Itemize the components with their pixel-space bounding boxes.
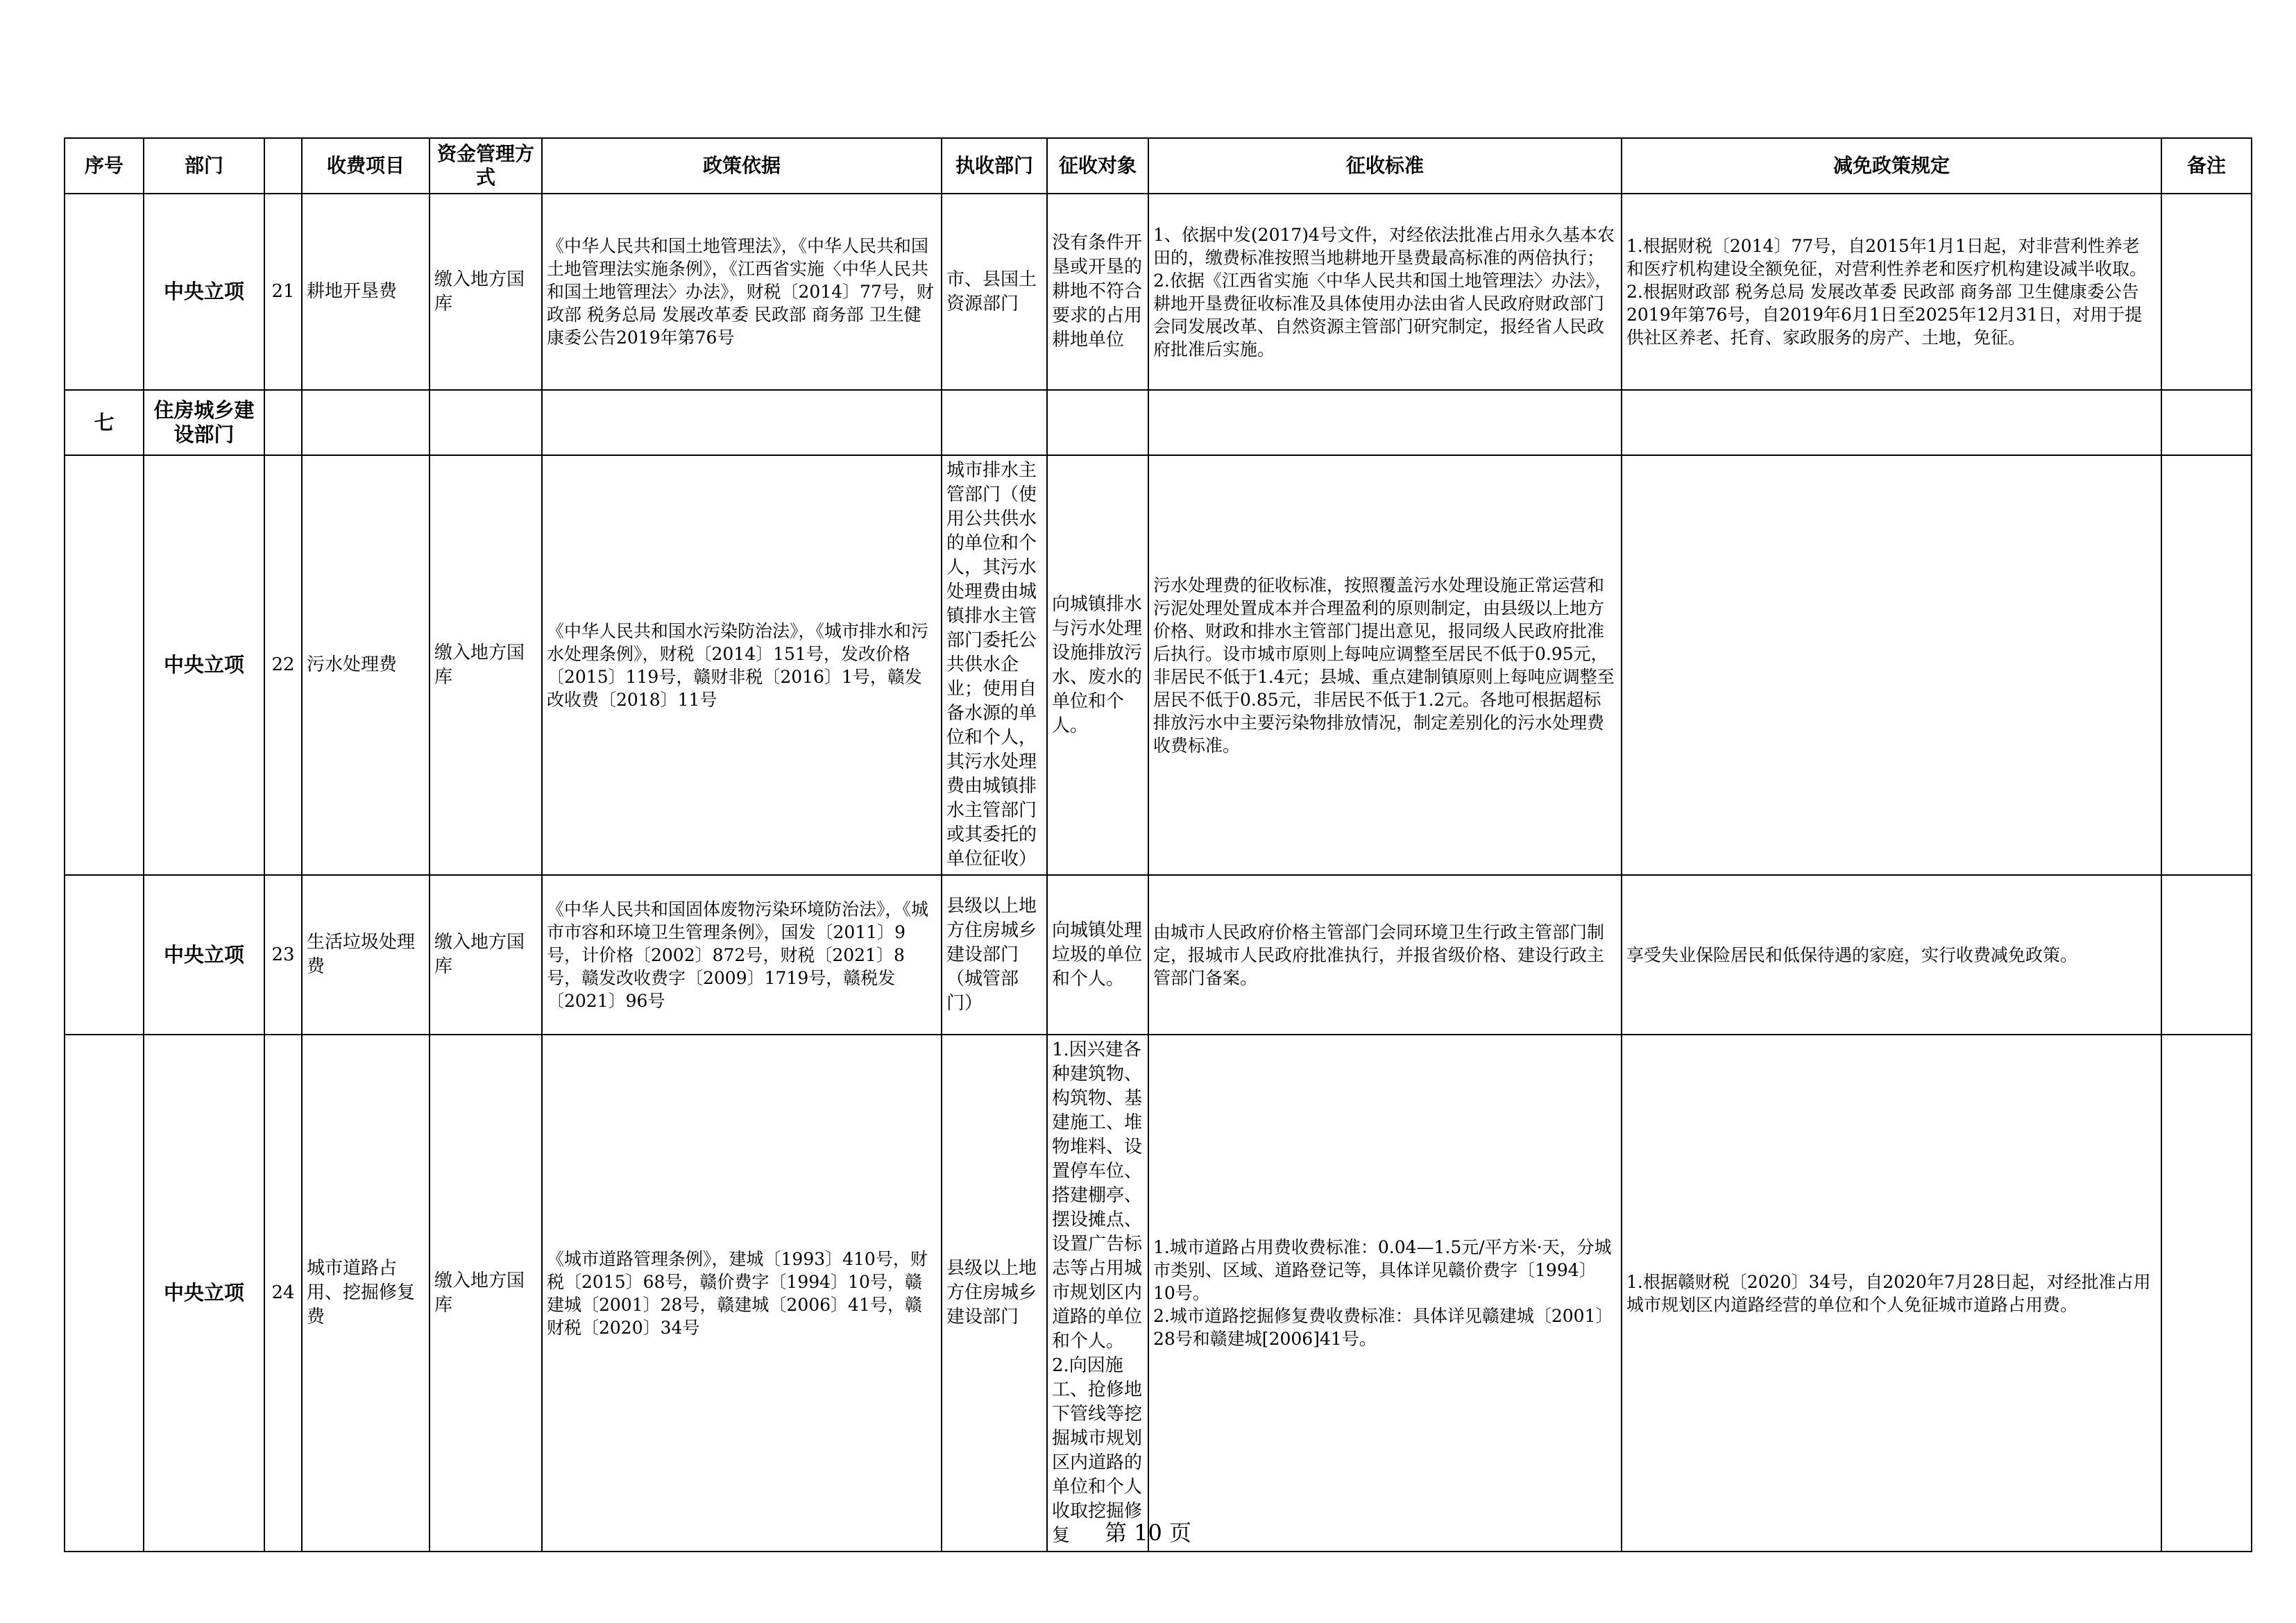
header-fund: 资金管理方式 [430,138,542,194]
row-target: 向城镇排水与污水处理设施排放污水、废水的单位和个人。 [1047,455,1148,875]
row-item: 城市道路占用、挖掘修复费 [302,1035,430,1552]
header-remarks: 备注 [2161,138,2252,194]
row-remarks [2161,455,2252,875]
row-no: 24 [264,1035,302,1552]
row-remarks [2161,1035,2252,1552]
section-seq: 七 [65,390,144,455]
row-target: 没有条件开垦或开垦的耕地不符合要求的占用耕地单位 [1047,194,1148,390]
row-item: 生活垃圾处理费 [302,875,430,1035]
header-target: 征收对象 [1047,138,1148,194]
header-item: 收费项目 [302,138,430,194]
row-dept: 中央立项 [144,1035,264,1552]
header-agency: 执收部门 [942,138,1047,194]
row-agency: 县级以上地方住房城乡建设部门（城管部门） [942,875,1047,1035]
row-policy [542,390,942,455]
row-item: 耕地开垦费 [302,194,430,390]
header-seq: 序号 [65,138,144,194]
table-row [65,875,2252,1035]
row-seq [65,455,144,875]
row-policy: 《中华人民共和国固体废物污染环境防治法》，《城市市容和环境卫生管理条例》，国发〔2011〕9号，计价格〔2002〕872号，财税〔2021〕8号，赣发改收费字〔2009〕1719号，赣税发〔2021〕96号 [542,875,942,1035]
header-dept: 部门 [144,138,264,194]
row-agency [942,390,1047,455]
row-exemption: 享受失业保险居民和低保待遇的家庭，实行收费减免政策。 [1622,875,2161,1035]
header-standard: 征收标准 [1148,138,1622,194]
page-number: 第 10 页 [1104,1520,1192,1546]
table-row [65,455,2252,875]
row-agency: 县级以上地方住房城乡建设部门 [942,1035,1047,1552]
row-fund: 缴入地方国库 [430,455,542,875]
row-seq [65,194,144,390]
row-remarks [2161,390,2252,455]
row-dept: 中央立项 [144,875,264,1035]
row-exemption: 1.根据财税〔2014〕77号，自2015年1月1日起，对非营利性养老和医疗机构建设全额免征，对营利性养老和医疗机构建设减半收取。 2.根据财政部 税务总局 发展改革委 民政部 商务部 卫生健康委公告2019年第76号，自2019年6月1日至2025年12月31日，对用于提供社区养老、托育、家政服务的房产、土地，免征。 [1622,194,2161,390]
row-standard: 1、依据中发(2017)4号文件，对经依法批准占用永久基本农田的，缴费标准按照当地耕地开垦费最高标准的两倍执行； 2.依据《江西省实施〈中华人民共和国土地管理法〉办法》，耕地开垦费征收标准及具体使用办法由省人民政府财政部门会同发展改革、自然资源主管部门研究制定，报经省人民政府批准后实施。 [1148,194,1622,390]
row-agency: 市、县国土资源部门 [942,194,1047,390]
row-dept: 中央立项 [144,194,264,390]
row-policy: 《中华人民共和国水污染防治法》，《城市排水和污水处理条例》，财税〔2014〕151号，发改价格〔2015〕119号，赣财非税〔2016〕1号，赣发改收费〔2018〕11号 [542,455,942,875]
section-row [65,390,2252,455]
table-header-row [65,138,2252,194]
row-no: 22 [264,455,302,875]
row-target: 1.因兴建各种建筑物、构筑物、基建施工、堆物堆料、设置停车位、搭建棚亭、摆设摊点、设置广告标志等占用城市规划区内道路的单位和个人。 2.向因施工、抢修地下管线等挖掘城市规划区内道路的单位和个人收取挖掘修复 [1047,1035,1148,1552]
row-exemption [1622,455,2161,875]
row-standard: 污水处理费的征收标准，按照覆盖污水处理设施正常运营和污泥处理处置成本并合理盈利的原则制定，由县级以上地方价格、财政和排水主管部门提出意见，报同级人民政府批准后执行。设市城市原则上每吨应调整至居民不低于0.95元，非居民不低于1.4元；县城、重点建制镇原则上每吨应调整至居民不低于0.85元，非居民不低于1.2元。各地可根据超标排放污水中主要污染物排放情况，制定差别化的污水处理费收费标准。 [1148,455,1622,875]
row-remarks [2161,875,2252,1035]
row-dept: 中央立项 [144,455,264,875]
row-fund: 缴入地方国库 [430,194,542,390]
row-agency: 城市排水主管部门（使用公共供水的单位和个人，其污水处理费由城镇排水主管部门委托公共供水企业；使用自备水源的单位和个人，其污水处理费由城镇排水主管部门或其委托的单位征收） [942,455,1047,875]
row-target [1047,390,1148,455]
section-dept: 住房城乡建设部门 [144,390,264,455]
header-exemption: 减免政策规定 [1622,138,2161,194]
row-no: 23 [264,875,302,1035]
row-policy: 《城市道路管理条例》，建城〔1993〕410号，财税〔2015〕68号，赣价费字〔1994〕10号，赣建城〔2001〕28号，赣建城〔2006〕41号，赣财税〔2020〕34号 [542,1035,942,1552]
row-seq [65,1035,144,1552]
row-standard: 由城市人民政府价格主管部门会同环境卫生行政主管部门制定，报城市人民政府批准执行，并报省级价格、建设行政主管部门备案。 [1148,875,1622,1035]
row-fund: 缴入地方国库 [430,1035,542,1552]
row-standard [1148,390,1622,455]
row-exemption: 1.根据赣财税〔2020〕34号，自2020年7月28日起，对经批准占用城市规划区内道路经营的单位和个人免征城市道路占用费。 [1622,1035,2161,1552]
row-seq [65,875,144,1035]
row-no [264,390,302,455]
row-standard: 1.城市道路占用费收费标准：0.04—1.5元/平方米·天，分城市类别、区域、道路登记等，具体详见赣价费字〔1994〕10号。 2.城市道路挖掘修复费收费标准：具体详见赣建城〔2001〕28号和赣建城[2006]41号。 [1148,1035,1622,1552]
row-item [302,390,430,455]
header-no [264,138,302,194]
row-item: 污水处理费 [302,455,430,875]
table-row [65,1035,2252,1552]
row-target: 向城镇处理垃圾的单位和个人。 [1047,875,1148,1035]
table-row [65,194,2252,390]
row-fund: 缴入地方国库 [430,875,542,1035]
header-policy: 政策依据 [542,138,942,194]
row-policy: 《中华人民共和国土地管理法》，《中华人民共和国土地管理法实施条例》，《江西省实施〈中华人民共和国土地管理法〉办法》，财税〔2014〕77号，财政部 税务总局 发展改革委 民政部 商务部 卫生健康委公告2019年第76号 [542,194,942,390]
row-fund [430,390,542,455]
row-exemption [1622,390,2161,455]
fee-table [64,137,2252,1552]
row-no: 21 [264,194,302,390]
row-remarks [2161,194,2252,390]
